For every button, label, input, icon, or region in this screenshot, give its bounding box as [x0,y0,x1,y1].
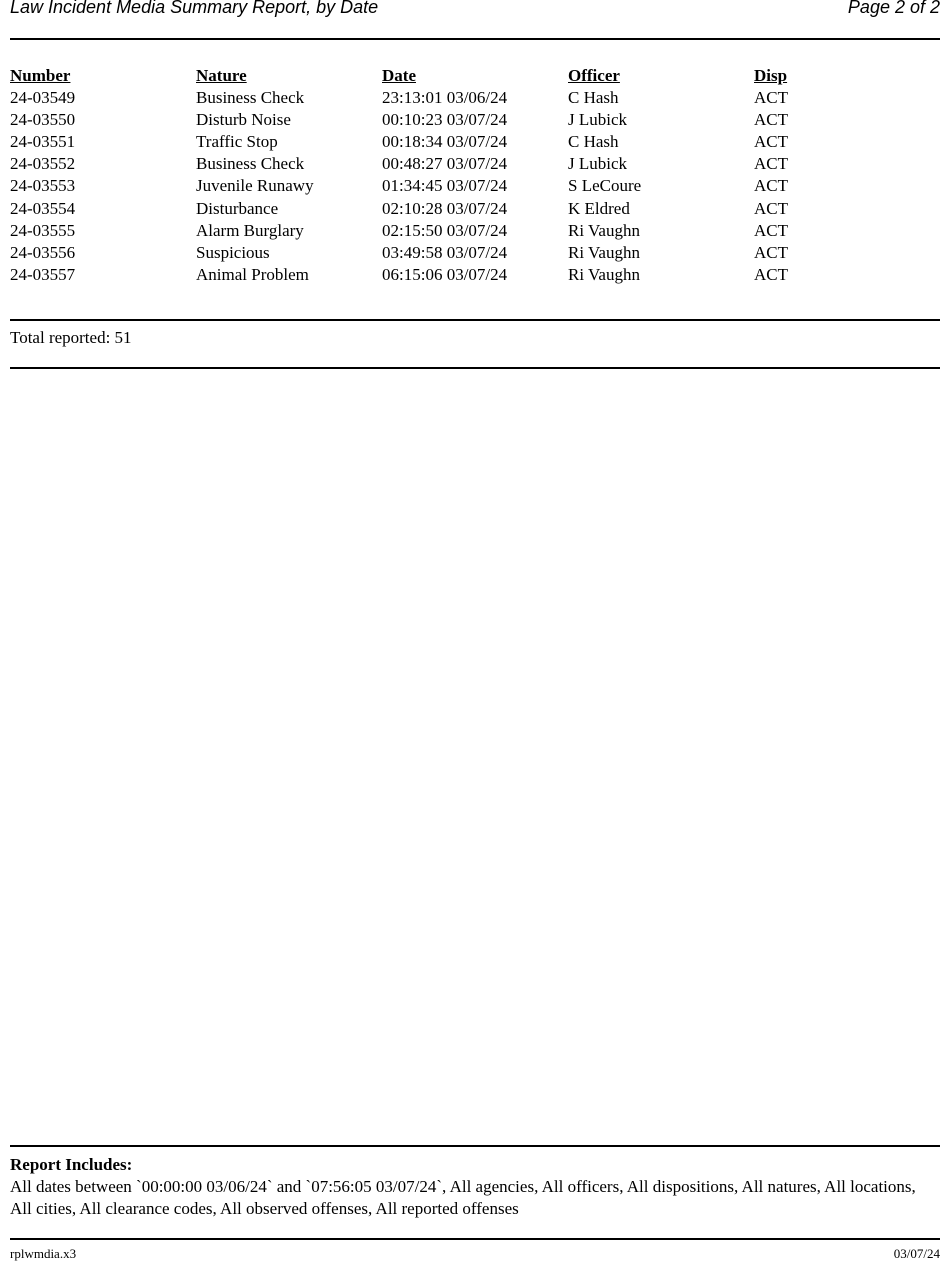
incident-officer: Ri Vaughn [568,264,640,284]
incident-officer: J Lubick [568,110,628,130]
table-row [10,131,940,153]
incident-officer: Ri Vaughn [568,220,640,240]
incident-number: 24-03557 [10,264,76,284]
table-row [10,109,940,131]
column-header-officer: Officer [568,66,620,85]
column-header-disp: Disp [754,66,788,85]
incident-number: 24-03551 [10,132,76,152]
incident-date: 03:49:58 03/07/24 [382,242,508,262]
incident-nature: Disturbance [196,198,279,218]
incident-date: 01:34:45 03/07/24 [382,176,508,196]
incident-officer: K Eldred [568,198,630,218]
incident-number: 24-03553 [10,176,76,196]
table-row [10,242,940,264]
table-row [10,87,940,109]
incident-officer: S LeCoure [568,176,642,196]
incident-table [10,65,940,286]
incident-disp: ACT [754,176,788,196]
incident-number: 24-03550 [10,110,76,130]
incident-disp: ACT [754,110,788,130]
incident-date: 23:13:01 03/06/24 [382,88,508,108]
table-end-divider [10,319,940,321]
incident-disp: ACT [754,242,788,262]
incident-number: 24-03556 [10,242,76,262]
header-divider [10,38,940,40]
incident-date: 02:15:50 03/07/24 [382,220,508,240]
incident-disp: ACT [754,132,788,152]
incident-number: 24-03549 [10,88,76,108]
incident-number: 24-03555 [10,220,76,240]
column-header-nature: Nature [196,66,247,85]
page-indicator: Page 2 of 2 [847,0,940,17]
incident-officer: C Hash [568,132,619,152]
table-row [10,153,940,175]
incident-officer: J Lubick [568,154,628,174]
incident-officer: C Hash [568,88,619,108]
report-includes-heading: Report Includes: [10,1155,133,1174]
incident-nature: Juvenile Runawy [196,176,314,196]
program-name: rplwmdia.x3 [10,1246,77,1261]
table-row [10,264,940,286]
incident-nature: Disturb Noise [196,110,291,130]
incident-disp: ACT [754,154,788,174]
incident-number: 24-03552 [10,154,76,174]
incident-date: 02:10:28 03/07/24 [382,198,508,218]
incident-disp: ACT [754,198,788,218]
incident-nature: Traffic Stop [196,132,278,152]
incident-date: 00:18:34 03/07/24 [382,132,508,152]
table-row [10,175,940,197]
incident-nature: Business Check [196,88,305,108]
incident-date: 00:48:27 03/07/24 [382,154,508,174]
report-includes-text: All dates between `00:00:00 03/06/24` and `07:56:05 03/07/24`, All agencies, All officers, All dispositions, All natures, All locations, All cities, All clearance codes, All observed offenses, All reported offenses [10,1177,916,1218]
table-header-row [10,65,940,87]
incident-disp: ACT [754,220,788,240]
incident-nature: Alarm Burglary [196,220,304,240]
incident-date: 00:10:23 03/07/24 [382,110,508,130]
footer-divider [10,1238,940,1240]
print-date: 03/07/24 [893,1246,940,1261]
incident-nature: Animal Problem [196,264,309,284]
column-header-date: Date [382,66,416,85]
incident-disp: ACT [754,88,788,108]
column-header-number: Number [10,66,71,85]
incident-disp: ACT [754,264,788,284]
incident-officer: Ri Vaughn [568,242,640,262]
incident-nature: Business Check [196,154,305,174]
total-reported: Total reported: 51 [10,328,132,347]
table-row [10,220,940,242]
incident-number: 24-03554 [10,198,76,218]
includes-divider [10,1145,940,1147]
summary-divider [10,367,940,369]
incident-date: 06:15:06 03/07/24 [382,264,508,284]
incident-nature: Suspicious [196,242,270,262]
table-row [10,198,940,220]
report-title: Law Incident Media Summary Report, by Date [10,0,379,17]
